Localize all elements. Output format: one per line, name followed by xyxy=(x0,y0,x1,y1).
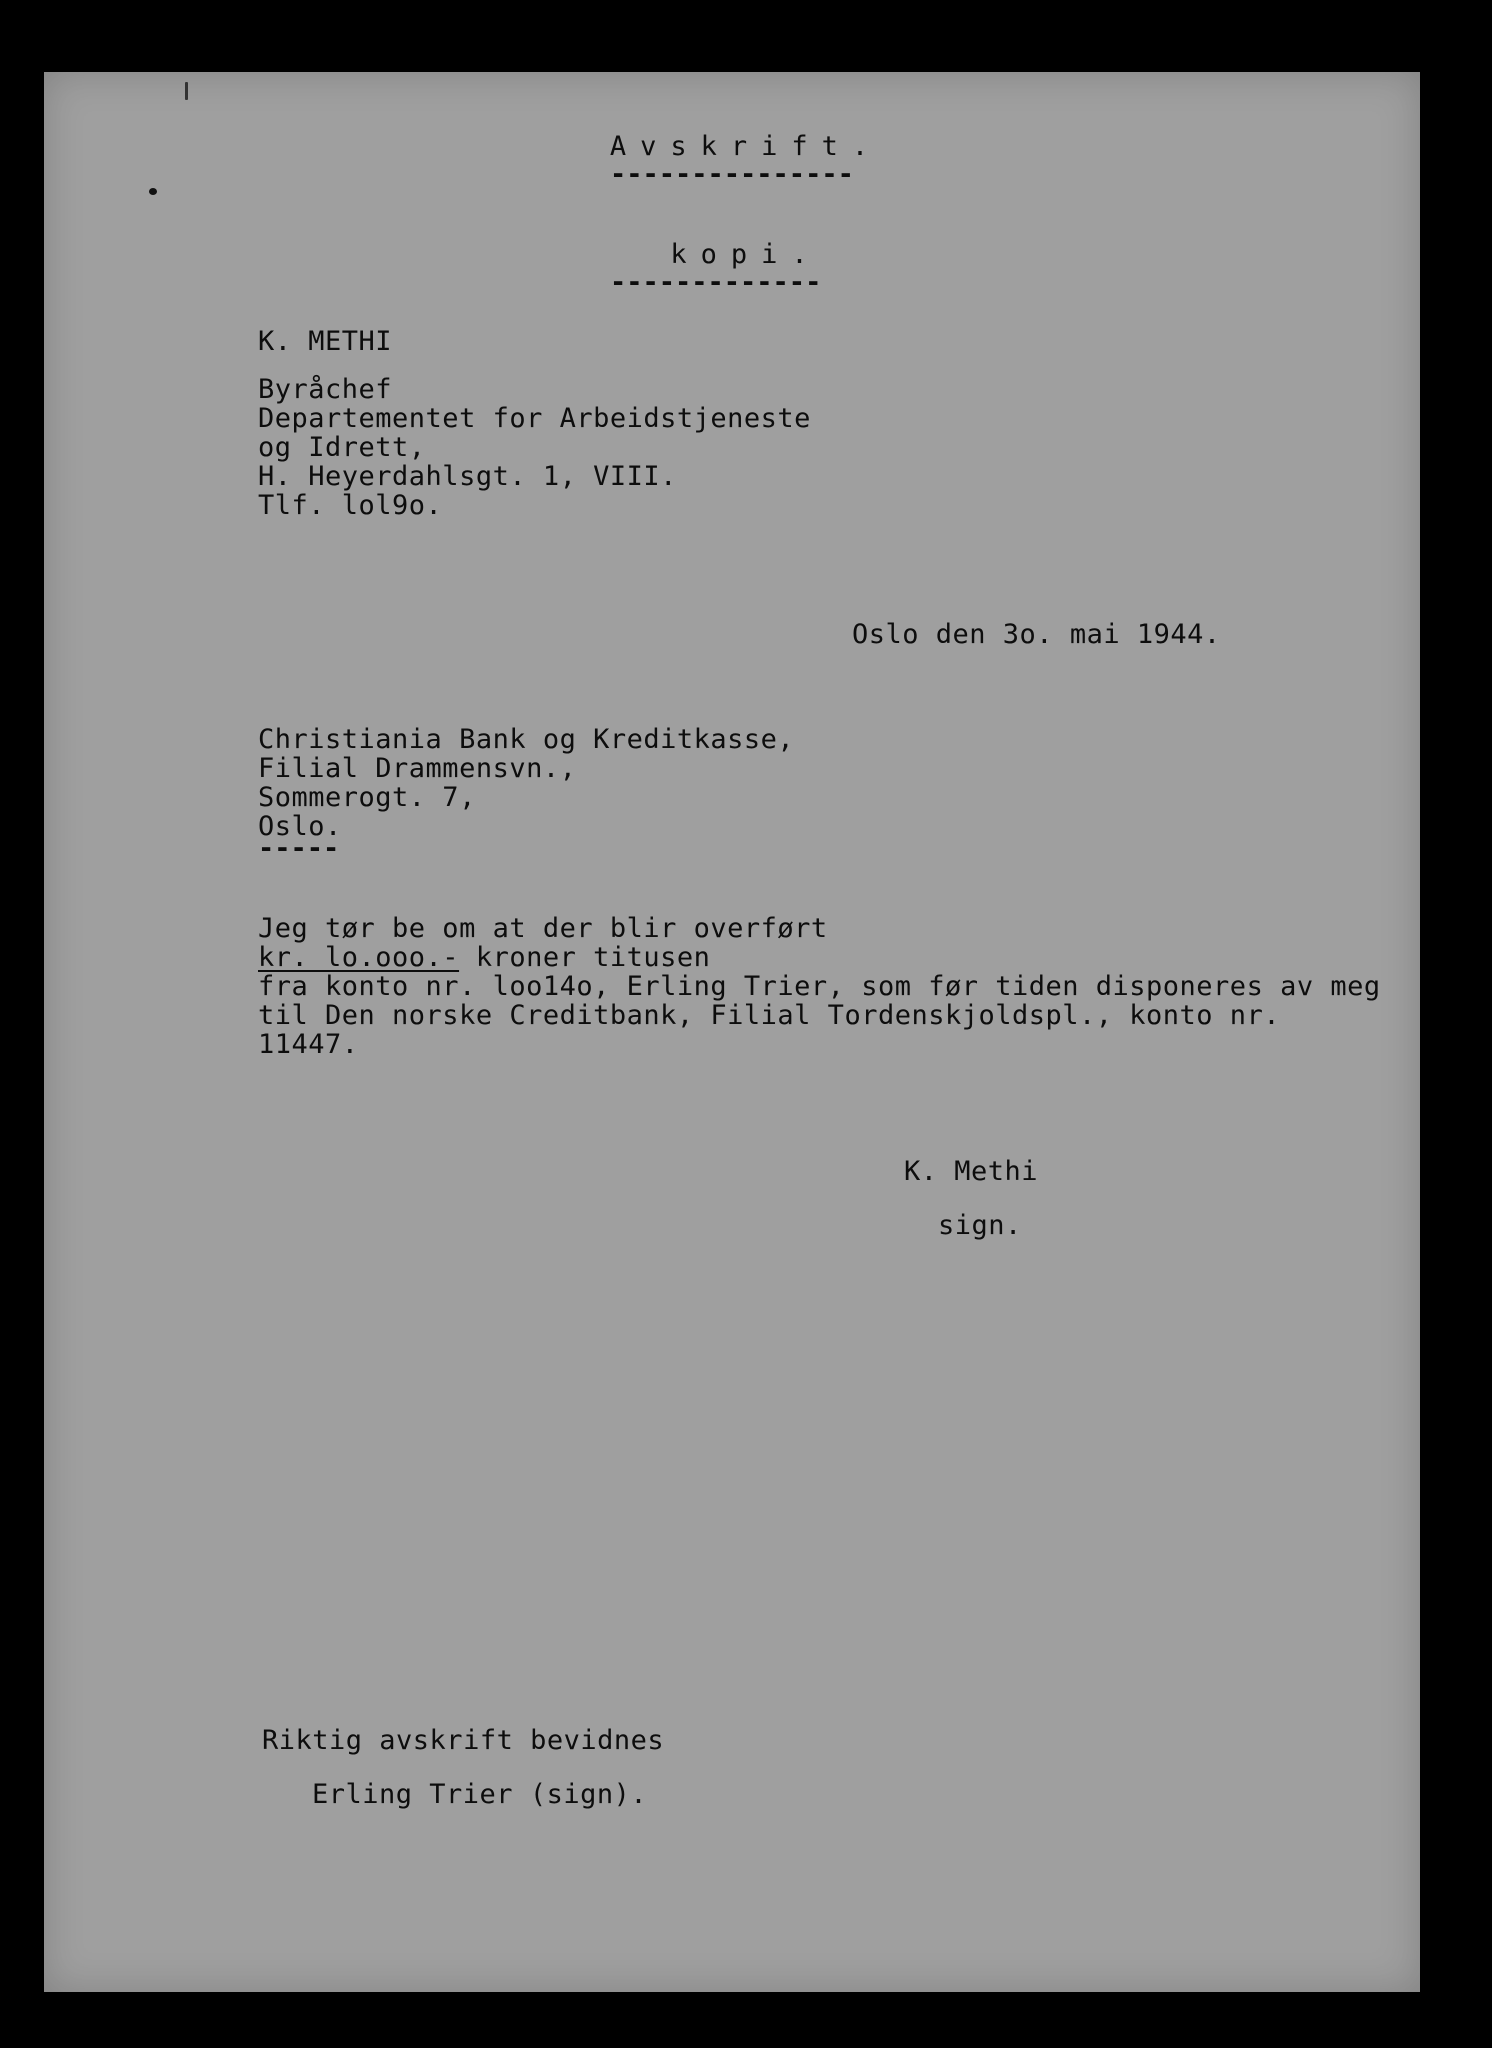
subtitle-underline: ------------- xyxy=(610,267,822,298)
body-amount-line xyxy=(258,943,710,972)
transfer-amount: kr. lo.ooo.- xyxy=(258,942,460,973)
sender-line: Tlf. lol9o. xyxy=(258,490,443,521)
sender-name: K. METHI xyxy=(258,326,393,357)
recipient-underline: ----- xyxy=(258,833,340,864)
sender-line: H. Heyerdahlsgt. 1, VIII. xyxy=(258,461,677,492)
recipient-line: Filial Drammensvn., xyxy=(258,753,577,784)
amount-in-words: kroner titusen xyxy=(459,942,711,973)
title-underline: --------------- xyxy=(610,159,854,190)
recipient-line: Sommerogt. 7, xyxy=(258,782,476,813)
ink-speck xyxy=(185,82,188,100)
document-subtitle: kopi. xyxy=(670,239,822,270)
body-line: Jeg tør be om at der blir overført xyxy=(258,913,828,944)
body-line: fra konto nr. loo14o, Erling Trier, som før tiden disponeres av meg xyxy=(258,971,1381,1002)
body-line: 11447. xyxy=(258,1029,359,1060)
recipient-line: Oslo. xyxy=(258,811,342,842)
date-line: Oslo den 3o. mai 1944. xyxy=(852,619,1221,650)
sender-line: og Idrett, xyxy=(258,432,426,463)
document-title: Avskrift. xyxy=(609,131,883,162)
ink-speck xyxy=(149,188,157,195)
document-page xyxy=(44,72,1420,1992)
signature-sign: sign. xyxy=(938,1210,1022,1241)
body-line: til Den norske Creditbank, Filial Tordenskjoldspl., konto nr. xyxy=(258,1000,1281,1031)
signature-name: K. Methi xyxy=(904,1156,1039,1187)
recipient-line: Christiania Bank og Kreditkasse, xyxy=(258,724,795,755)
sender-line: Byråchef xyxy=(258,374,393,405)
certification-line: Riktig avskrift bevidnes xyxy=(262,1725,665,1756)
sender-line: Departementet for Arbeidstjeneste xyxy=(258,403,811,434)
certification-signer: Erling Trier (sign). xyxy=(312,1779,648,1810)
